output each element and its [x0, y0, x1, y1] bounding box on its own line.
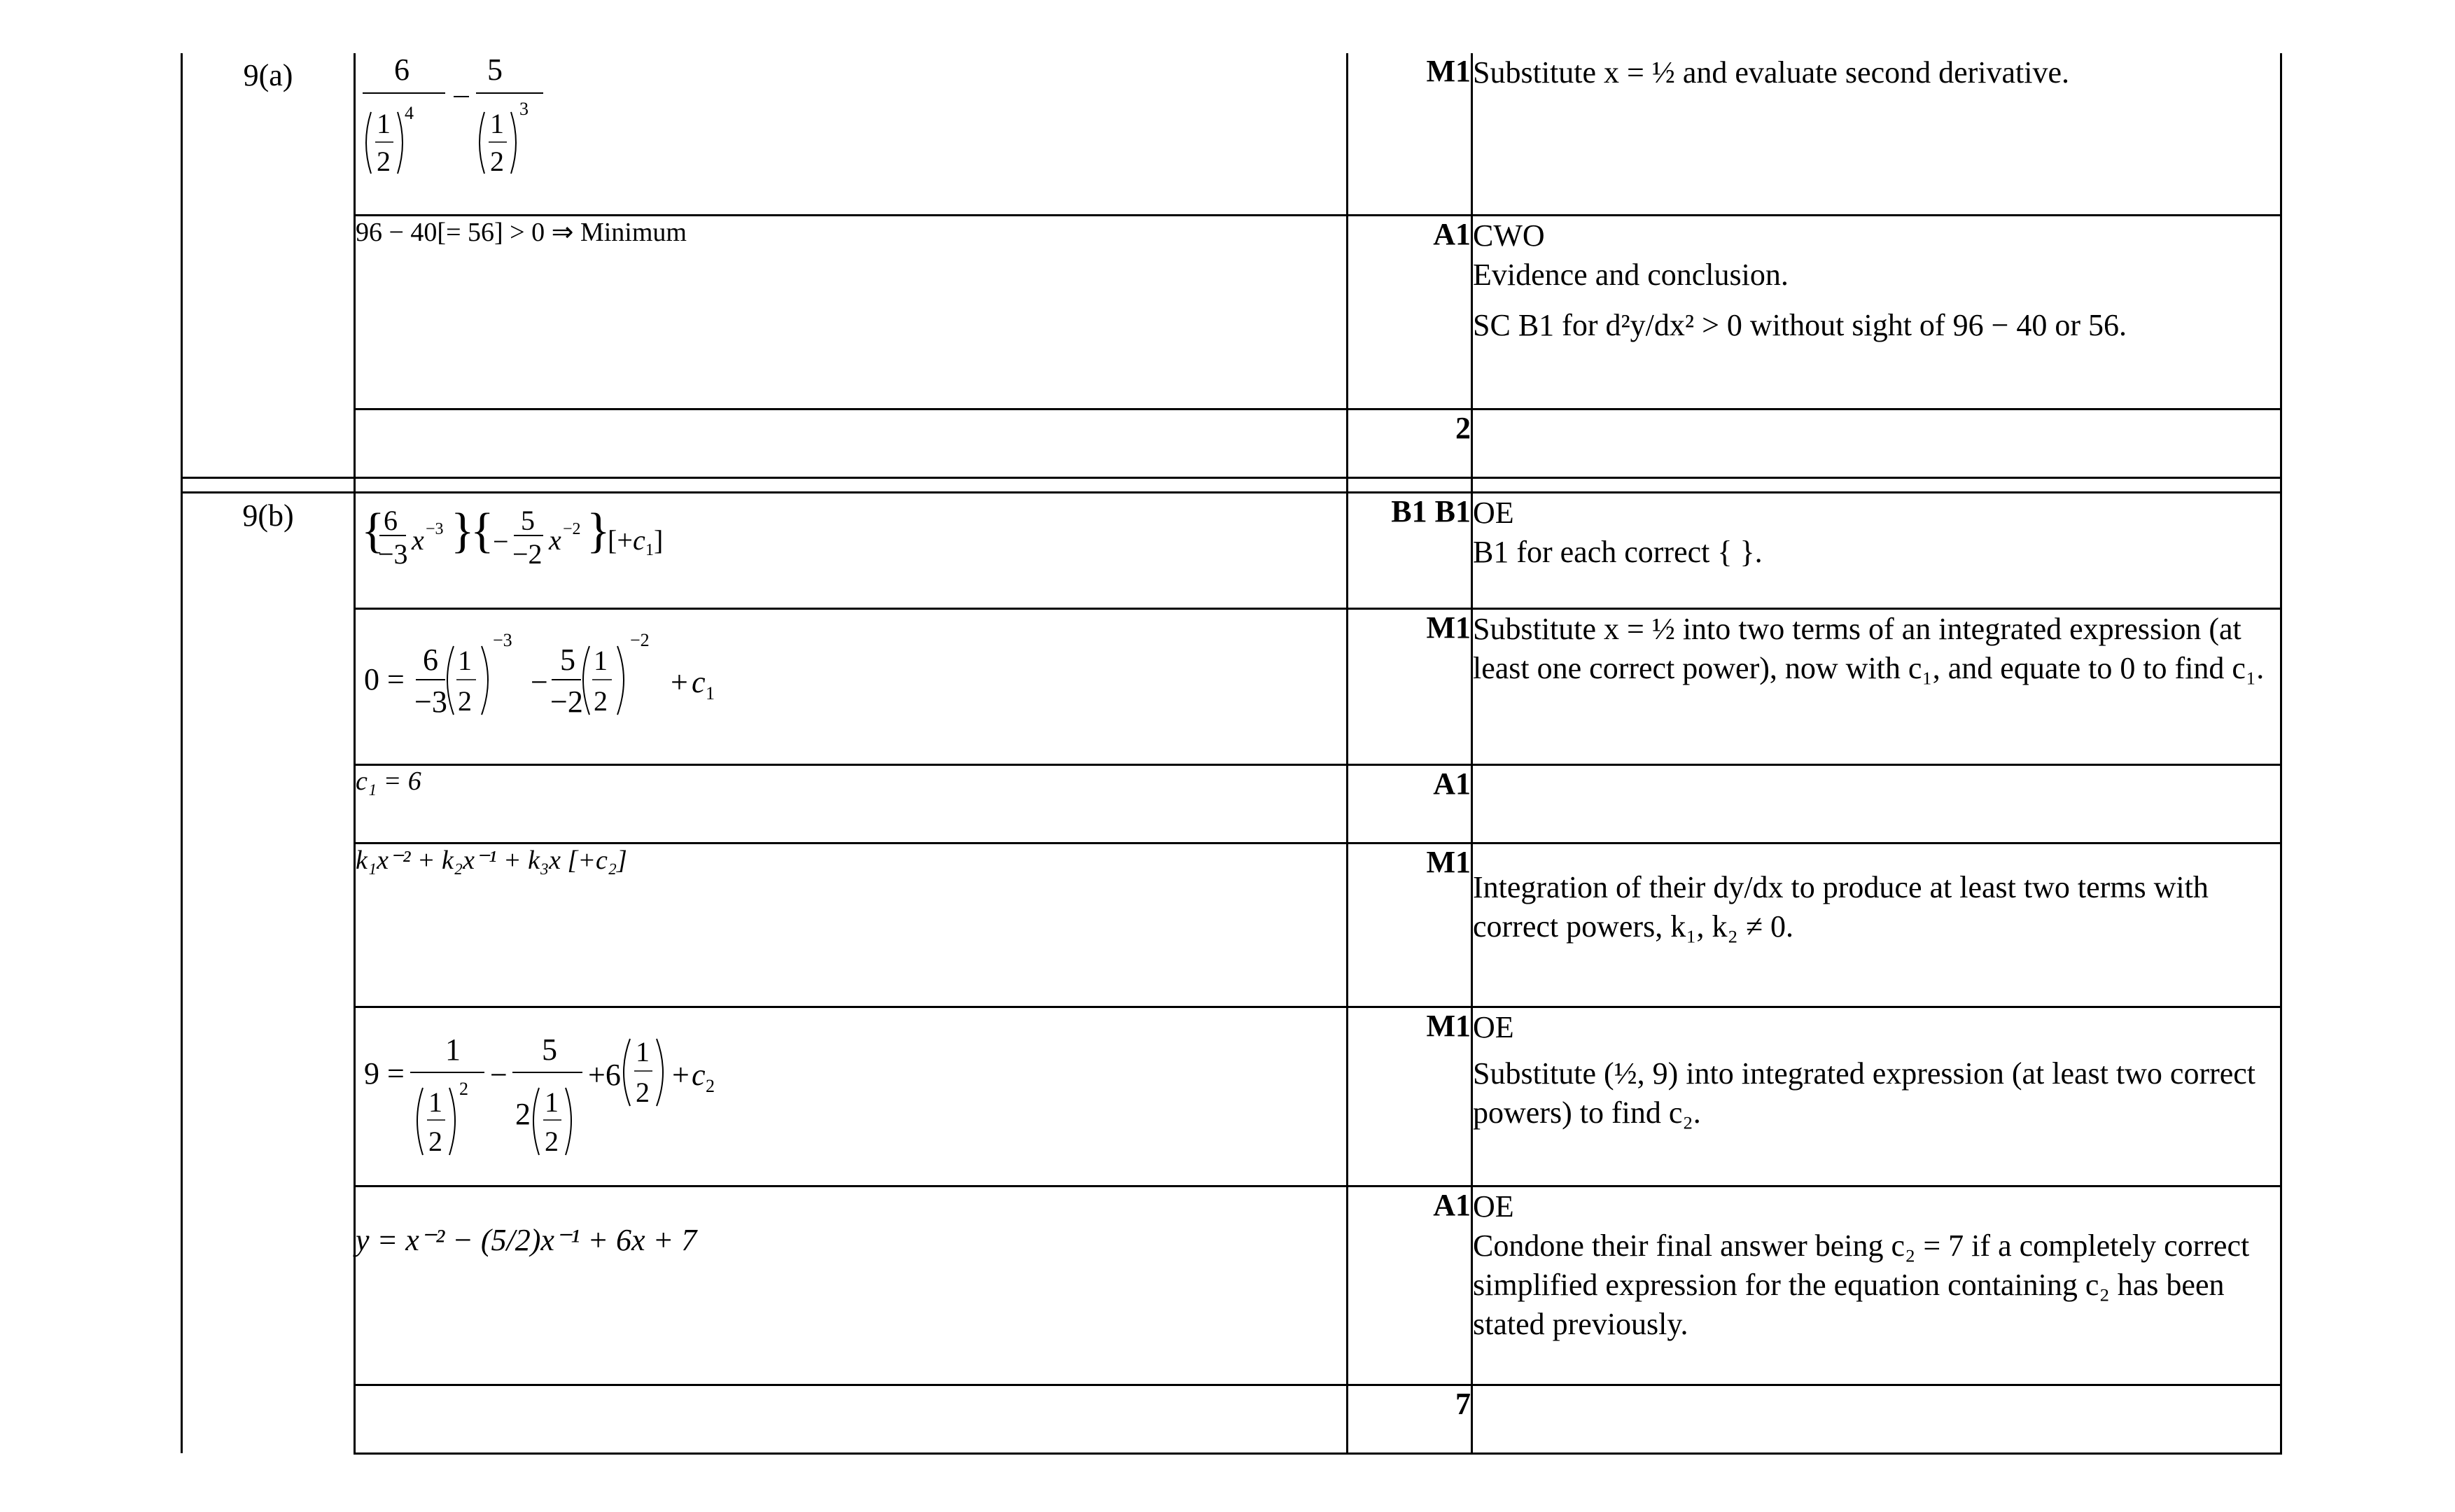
svg-text:2: 2 [377, 146, 391, 177]
svg-text:2: 2 [490, 146, 504, 177]
guidance-text: OE [1473, 495, 1514, 530]
answer-cell [355, 843, 1348, 1007]
svg-text:1: 1 [445, 1032, 461, 1067]
question-label-cell [182, 492, 355, 1453]
mark-code: M1 [1348, 843, 1472, 1007]
table-row [182, 1186, 2281, 1385]
mark-code: A1 [1348, 764, 1472, 843]
svg-text:1: 1 [458, 644, 472, 676]
answer-cell [355, 409, 1348, 477]
table-row [182, 608, 2281, 764]
svg-text:x: x [412, 524, 424, 556]
guidance-cell [1472, 1385, 2281, 1453]
svg-text:2: 2 [515, 1096, 531, 1131]
guidance-text: Substitute (½, 9) into integrated expression (at least two correct powers) to find c₂. [1473, 1056, 2256, 1130]
answer-cell [355, 764, 1348, 843]
table-row [182, 1385, 2281, 1453]
svg-text:5: 5 [542, 1032, 557, 1067]
svg-text:−2: −2 [550, 684, 583, 719]
svg-text:−: − [493, 525, 509, 557]
svg-text:1: 1 [377, 108, 391, 139]
svg-text:3: 3 [519, 99, 529, 119]
answer-cell [355, 53, 1348, 215]
mark-scheme-table [181, 53, 2282, 1455]
svg-text:2: 2 [458, 685, 472, 717]
guidance-text: Substitute x = ½ and evaluate second derivative. [1473, 55, 2070, 90]
svg-text:−: − [531, 664, 548, 699]
mark-code: A1 [1348, 1186, 1472, 1385]
question-label: 9(a) [243, 58, 293, 92]
guidance-text: Integration of their dy/dx to produce at least two terms with correct powers, k₁, k₂ ≠ 0. [1473, 869, 2209, 944]
svg-text:1: 1 [428, 1086, 442, 1118]
svg-text:5: 5 [560, 642, 575, 677]
mark-code: M1 [1348, 1007, 1472, 1186]
svg-text:x: x [549, 524, 561, 556]
svg-text:{: { [470, 503, 494, 558]
table-row [182, 492, 2281, 608]
mark-code: A1 [1348, 215, 1472, 409]
svg-text:−: − [490, 1057, 508, 1092]
table-row [182, 53, 2281, 215]
svg-text:1: 1 [490, 108, 504, 139]
svg-text:−3: −3 [493, 629, 512, 650]
svg-text:+6: +6 [588, 1057, 621, 1092]
svg-text:c: c [692, 664, 706, 699]
guidance-cell [1472, 492, 2281, 608]
answer-text: 96 − 40[= 56] > 0 ⇒ Minimum [356, 217, 687, 247]
section-separator [182, 477, 2281, 492]
svg-text:c: c [633, 524, 645, 556]
guidance-cell [1472, 409, 2281, 477]
svg-text:−2: −2 [630, 629, 650, 650]
svg-text:+: + [671, 664, 688, 699]
answer-expression [356, 610, 748, 750]
question-label: 9(b) [242, 498, 294, 533]
svg-text:1: 1 [594, 644, 608, 676]
svg-text:5: 5 [487, 53, 503, 87]
table-row [182, 409, 2281, 477]
svg-text:6: 6 [423, 642, 438, 677]
guidance-cell [1472, 764, 2281, 843]
table-row [182, 215, 2281, 409]
answer-cell [355, 1007, 1348, 1186]
svg-text:−3: −3 [414, 684, 447, 719]
mark-code: B1 B1 [1348, 492, 1472, 608]
answer-expression [356, 53, 580, 200]
svg-text:2: 2 [594, 685, 608, 717]
mark-code: M1 [1348, 608, 1472, 764]
guidance-text: OE [1473, 1189, 1514, 1224]
guidance-text: CWO [1473, 218, 1545, 253]
guidance-cell [1472, 53, 2281, 215]
svg-text:c: c [692, 1057, 706, 1092]
svg-text:{: { [361, 503, 385, 558]
svg-text:2: 2 [706, 1075, 715, 1096]
guidance-text: B1 for each correct { }. [1473, 534, 1763, 569]
guidance-cell [1472, 843, 2281, 1007]
total-marks: 2 [1348, 409, 1472, 477]
guidance-cell [1472, 608, 2281, 764]
svg-text:2: 2 [636, 1076, 650, 1108]
svg-text:2: 2 [459, 1078, 468, 1099]
svg-text:1: 1 [636, 1035, 650, 1068]
table-row [182, 764, 2281, 843]
guidance-text: OE [1473, 1009, 1514, 1044]
table-row [182, 843, 2281, 1007]
svg-text:−2: −2 [563, 519, 581, 538]
svg-text:4: 4 [405, 103, 414, 123]
guidance-text: Substitute x = ½ into two terms of an integrated expression (at least one correct power), now with c₁, and equate to 0 to find c₁. [1473, 611, 2265, 685]
guidance-cell [1472, 215, 2281, 409]
svg-text:1: 1 [545, 1086, 559, 1118]
guidance-cell [1472, 1007, 2281, 1186]
svg-text:6: 6 [394, 53, 410, 87]
svg-text:]: ] [654, 524, 664, 556]
answer-text: c₁ = 6 [356, 766, 421, 796]
svg-text:1: 1 [645, 540, 654, 559]
table-row [182, 1007, 2281, 1186]
svg-text:+: + [672, 1057, 690, 1092]
guidance-text: Evidence and conclusion. [1473, 257, 1789, 292]
answer-expression [356, 493, 748, 592]
answer-text: y = x⁻² − (5/2)x⁻¹ + 6x + 7 [356, 1222, 697, 1257]
svg-text:−2: −2 [512, 538, 543, 570]
svg-text:2: 2 [428, 1125, 442, 1157]
svg-text:}: } [587, 503, 610, 558]
answer-cell [355, 608, 1348, 764]
guidance-cell [1472, 1186, 2281, 1385]
total-marks: 7 [1348, 1385, 1472, 1453]
svg-text:6: 6 [384, 504, 398, 536]
svg-text:9 =: 9 = [364, 1056, 405, 1091]
svg-text:}: } [451, 503, 475, 558]
answer-cell [355, 1385, 1348, 1453]
svg-text:[+: [+ [608, 524, 633, 556]
answer-cell [355, 492, 1348, 608]
answer-expression [356, 1008, 790, 1176]
guidance-text: Condone their final answer being c₂ = 7 if a completely correct simplified expression for the equation containing c₂ has been stated previously. [1473, 1228, 2250, 1341]
svg-text:2: 2 [545, 1125, 559, 1157]
mark-code: M1 [1348, 53, 1472, 215]
guidance-text: SC B1 for d²y/dx² > 0 without sight of 96 − 40 or 56. [1473, 307, 2127, 342]
svg-text:0 =: 0 = [364, 662, 405, 696]
svg-text:−3: −3 [378, 538, 408, 570]
svg-text:−3: −3 [426, 519, 444, 538]
answer-text: k₁x⁻² + k₂x⁻¹ + k₃x [+c₂] [356, 845, 627, 875]
svg-text:1: 1 [706, 682, 715, 704]
answer-cell [355, 215, 1348, 409]
answer-cell [355, 1186, 1348, 1385]
svg-text:5: 5 [521, 504, 535, 536]
question-label-cell [182, 53, 355, 477]
